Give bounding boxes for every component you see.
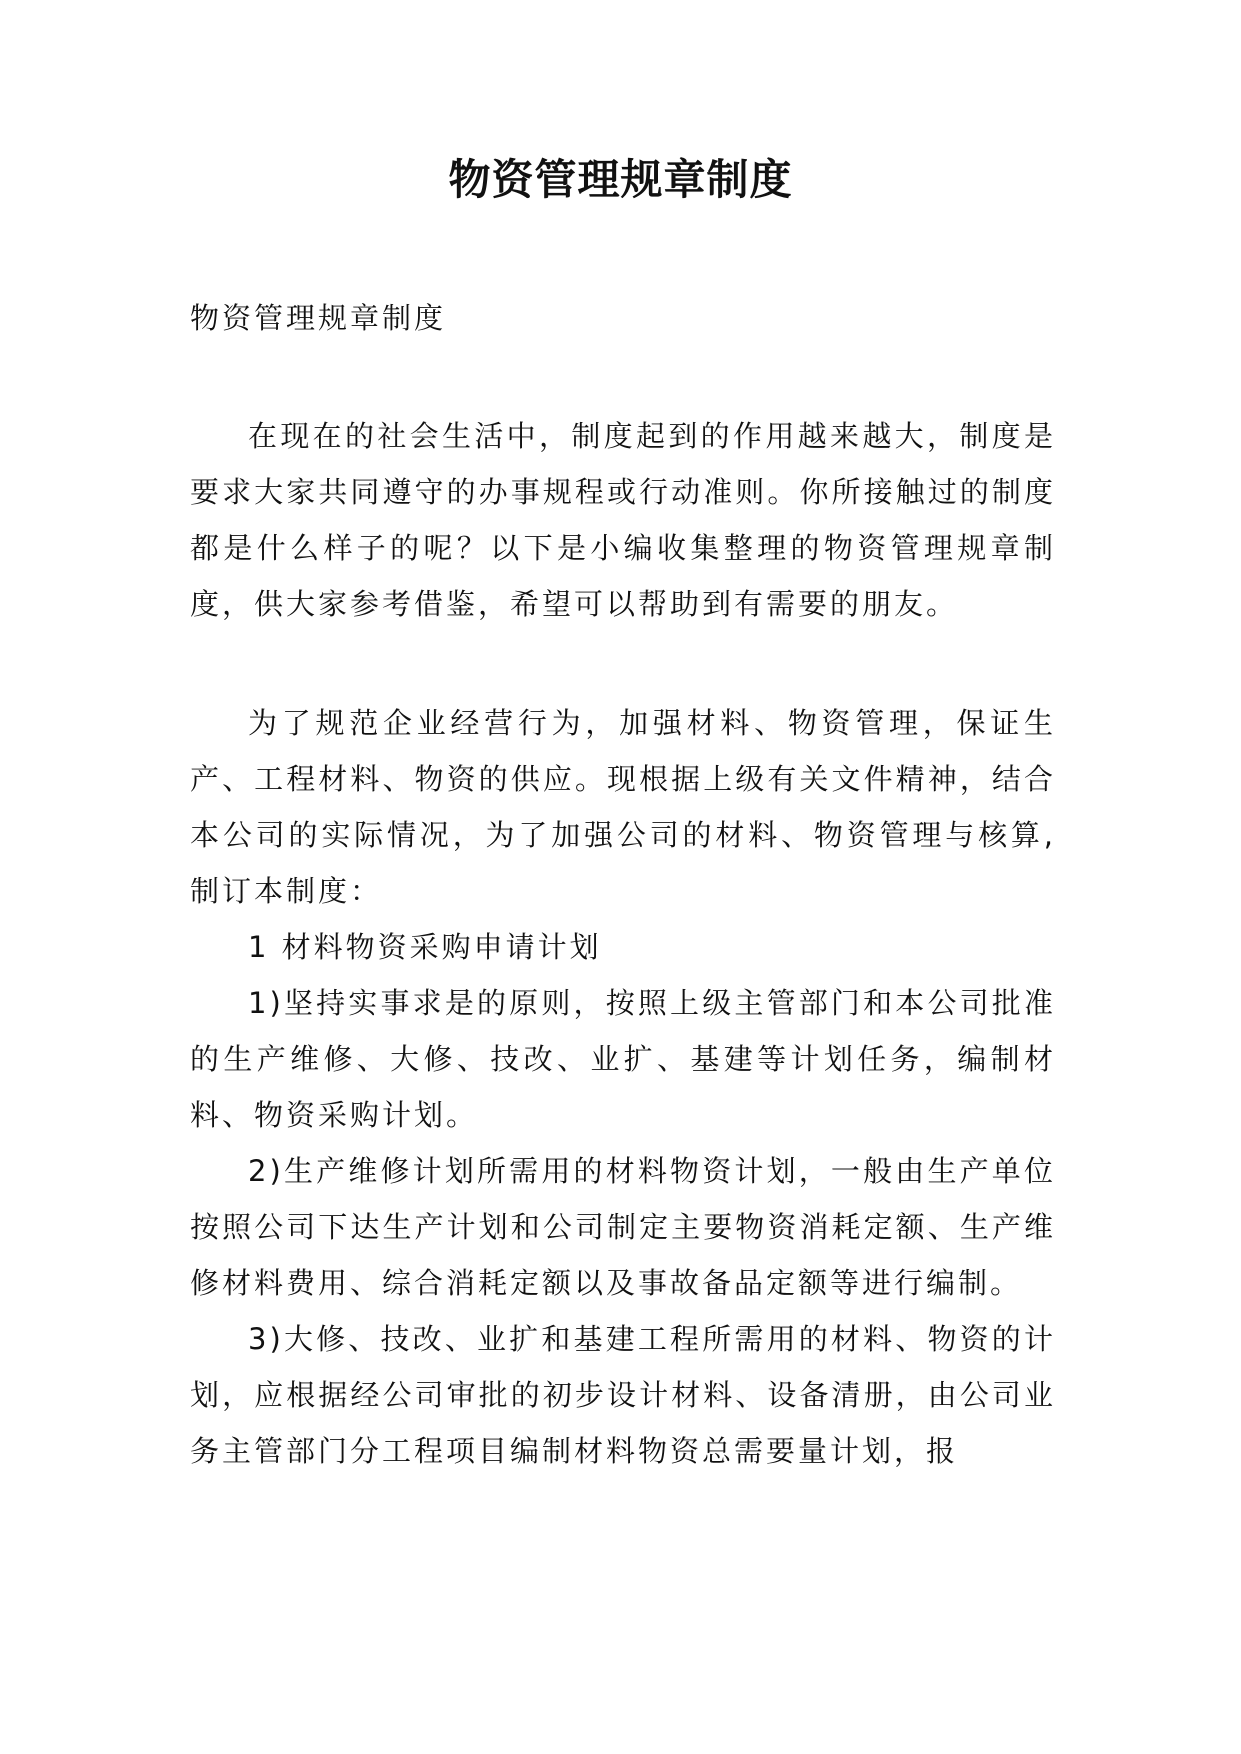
clause-3-paragraph: 3)大修、技改、业扩和基建工程所需用的材料、物资的计划，应根据经公司审批的初步设计材料、设备清册，由公司业务主管部门分工程项目编制材料物资总需要量计划，报 xyxy=(190,1322,1056,1468)
document-subtitle: 物资管理规章制度 xyxy=(190,301,447,335)
document-title: 物资管理规章制度 xyxy=(448,155,793,204)
clause-2-paragraph: 2)生产维修计划所需用的材料物资计划，一般由生产单位按照公司下达生产计划和公司制定主要物资消耗定额、生产维修材料费用、综合消耗定额以及事故备品定额等进行编制。 xyxy=(190,1154,1056,1300)
purpose-paragraph: 为了规范企业经营行为，加强材料、物资管理，保证生产、工程材料、物资的供应。现根据上级有关文件精神，结合本公司的实际情况，为了加强公司的材料、物资管理与核算,制订本制度： xyxy=(190,706,1056,908)
clause-1-paragraph: 1)坚持实事求是的原则，按照上级主管部门和本公司批准的生产维修、大修、技改、业扩、基建等计划任务，编制材料、物资采购计划。 xyxy=(190,986,1056,1132)
document-body xyxy=(190,290,1056,1479)
intro-paragraph: 在现在的社会生活中，制度起到的作用越来越大，制度是要求大家共同遵守的办事规程或行动准则。你所接触过的制度都是什么样子的呢？以下是小编收集整理的物资管理规章制度，供大家参考借鉴，希望可以帮助到有需要的朋友。 xyxy=(190,419,1056,621)
section-heading: 1 材料物资采购申请计划 xyxy=(248,930,602,964)
